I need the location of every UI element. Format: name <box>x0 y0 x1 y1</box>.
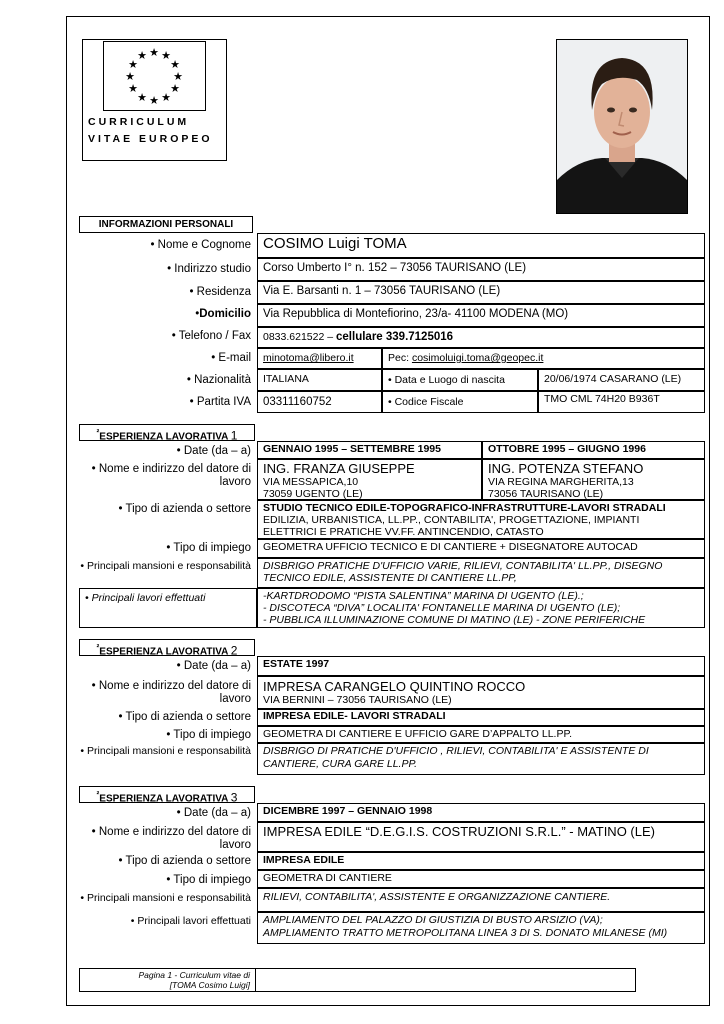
exp2-employer: IMPRESA CARANGELO QUINTINO ROCCO <box>263 679 526 694</box>
iva-value: 03311160752 <box>257 391 382 413</box>
exp1-azienda-cell <box>257 500 705 539</box>
exp3-mansioni-label: • Principali mansioni e responsabilità <box>80 892 251 904</box>
exp1-employer-b: ING. POTENZA STEFANO <box>488 461 644 476</box>
exp3-mansioni: RILIEVI, CONTABILITA', ASSISTENTE E ORGANIZZAZIONE CANTIERE. <box>257 888 705 912</box>
nazionalita-value: ITALIANA <box>257 369 382 391</box>
exp3-lavori-l1: AMPLIAMENTO DEL PALAZZO DI GIUSTIZIA DI BUSTO ARSIZIO (VA); <box>263 914 603 926</box>
footer-line1: Pagina 1 - Curriculum vitae di <box>138 970 250 980</box>
exp1-mansioni-l1: DISBRIGO PRATICHE D'UFFICIO VARIE, RILIEVI, CONTABILITA' LL.PP., DISEGNO <box>263 560 663 572</box>
exp1-title: ESPERIENZA LAVORATIVA <box>99 431 229 443</box>
exp1-employer-a-l2: 73059 UGENTO (LE) <box>263 488 363 500</box>
svg-text:★: ★ <box>137 50 147 62</box>
nascita-value: 20/06/1974 CASARANO (LE) <box>538 369 705 391</box>
exp2-mansioni-l1: DISBRIGO DI PRATICHE D'UFFICIO , RILIEVI, CONTABILITA' E ASSISTENTE DI <box>263 745 649 757</box>
exp1-impiego: GEOMETRA UFFICIO TECNICO E DI CANTIERE + DISEGNATORE AUTOCAD <box>257 539 705 558</box>
exp3-lavori-label: • Principali lavori effettuati <box>130 915 251 927</box>
svg-text:★: ★ <box>125 71 135 83</box>
pec-link[interactable]: cosimoluigi.toma@geopec.it <box>411 352 544 364</box>
cv-title-line1: CURRICULUM <box>88 116 190 128</box>
exp1-mansioni-label: • Principali mansioni e responsabilità <box>80 560 251 572</box>
exp1-datore-label: • Nome e indirizzo del datore di lavoro <box>91 463 251 488</box>
domicilio-bullet: • <box>195 308 200 320</box>
footer-divider <box>255 968 256 992</box>
svg-text:★: ★ <box>170 83 180 95</box>
iva-label: • Partita IVA <box>189 396 251 408</box>
exp3-date-label: • Date (da – a) <box>176 807 251 819</box>
exp1-azienda-l3: ELETTRICI E PRATICHE VV.FF. ANTINCENDIO, CATASTO <box>263 526 544 538</box>
telefono-sep: – <box>324 331 337 343</box>
svg-text:★: ★ <box>137 92 147 104</box>
exp1-lavori-cell <box>257 588 705 628</box>
svg-text:★: ★ <box>149 95 159 107</box>
telefono-label: • Telefono / Fax <box>171 330 251 342</box>
residenza-label: • Residenza <box>189 286 251 298</box>
exp2-employer-cell <box>257 676 705 709</box>
exp1-employer-b-l1: VIA REGINA MARGHERITA,13 <box>488 476 634 488</box>
exp1-employer-a-l1: VIA MESSAPICA,10 <box>263 476 359 488</box>
exp3-datore-label: • Nome e indirizzo del datore di lavoro <box>91 826 251 851</box>
exp1-lavori-l1: -KARTDRODOMO “PISTA SALENTINA” MARINA DI UGENTO (LE).; <box>263 590 584 602</box>
exp2-section-title <box>79 639 255 656</box>
exp2-impiego: GEOMETRA DI CANTIERE E UFFICIO GARE D’APPALTO LL.PP. <box>257 726 705 743</box>
domicilio-label-wrap <box>79 308 255 321</box>
exp1-azienda-label: • Tipo di azienda o settore <box>118 503 251 515</box>
svg-text:★: ★ <box>173 71 183 83</box>
studio-label: • Indirizzo studio <box>167 263 251 275</box>
exp2-date-label: • Date (da – a) <box>176 660 251 672</box>
exp2-azienda-label: • Tipo di azienda o settore <box>118 711 251 723</box>
exp2-title: ESPERIENZA LAVORATIVA <box>99 646 229 658</box>
exp2-mansioni-l2: CANTIERE, CURA GARE LL.PP. <box>263 758 418 770</box>
exp1-date-a: GENNAIO 1995 – SETTEMBRE 1995 <box>257 441 482 459</box>
svg-text:★: ★ <box>161 50 171 62</box>
exp3-impiego: GEOMETRA DI CANTIERE <box>257 870 705 888</box>
email-cell <box>257 348 382 369</box>
svg-text:★: ★ <box>170 59 180 71</box>
exp1-num: 1 <box>230 428 238 443</box>
domicilio-label: Domicilio <box>199 308 251 320</box>
email-label: • E-mail <box>211 352 251 364</box>
exp3-title: ESPERIENZA LAVORATIVA <box>99 793 229 805</box>
exp3-azienda: IMPRESA EDILE <box>257 852 705 870</box>
telefono-value-cell <box>257 327 705 348</box>
exp2-azienda: IMPRESA EDILE- LAVORI STRADALI <box>257 709 705 726</box>
exp1-impiego-label: • Tipo di impiego <box>166 542 251 554</box>
exp2-mansioni-label: • Principali mansioni e responsabilità <box>80 745 251 757</box>
cellulare-value: cellulare 339.7125016 <box>336 331 454 343</box>
personal-section-title <box>79 216 253 233</box>
exp1-lavori-label: • Principali lavori effettuati <box>79 588 257 628</box>
exp3-impiego-label: • Tipo di impiego <box>166 874 251 886</box>
email-link[interactable]: minotoma@libero.it <box>263 352 354 364</box>
svg-text:★: ★ <box>128 59 138 71</box>
exp1-sup: ² <box>96 427 100 437</box>
name-value: COSIMO Luigi TOMA <box>263 235 407 252</box>
personal-section-title-text: INFORMAZIONI PERSONALI <box>98 219 234 230</box>
exp2-num: 2 <box>230 643 238 658</box>
cf-label: • Codice Fiscale <box>382 391 538 413</box>
exp2-employer-l1: VIA BERNINI – 73056 TAURISANO (LE) <box>263 694 452 706</box>
exp1-mansioni-l2: TECNICO EDILE, ASSISTENTE DI CANTIERE LL.PP, <box>263 572 517 584</box>
exp3-lavori-cell <box>257 912 705 944</box>
cf-value: TMO CML 74H20 B936T <box>538 391 705 413</box>
studio-value: Corso Umberto I° n. 152 – 73056 TAURISANO (LE) <box>257 258 705 281</box>
footer-text <box>79 970 255 990</box>
profile-photo <box>556 39 688 214</box>
exp1-date-label: • Date (da – a) <box>176 445 251 457</box>
exp1-mansioni-cell <box>257 558 705 588</box>
exp1-employer-a: ING. FRANZA GIUSEPPE <box>263 461 415 476</box>
exp2-datore-label: • Nome e indirizzo del datore di lavoro <box>91 680 251 705</box>
exp1-azienda-l2: EDILIZIA, URBANISTICA, LL.PP., CONTABILITA', PROGETTAZIONE, IMPIANTI <box>263 514 640 526</box>
nazionalita-label: • Nazionalità <box>186 374 251 386</box>
exp1-lavori-l2: - DISCOTECA “DIVA” LOCALITA' FONTANELLE MARINA DI UGENTO (LE); <box>263 602 621 614</box>
exp1-employer-b-l2: 73056 TAURISANO (LE) <box>488 488 604 500</box>
domicilio-value: Via Repubblica di Montefiorino, 23/a- 41100 MODENA (MO) <box>257 304 705 327</box>
telefono-value: 0833.621522 <box>263 331 325 343</box>
exp3-lavori-l2: AMPLIAMENTO TRATTO METROPOLITANA LINEA 3 DI S. DONATO MILANESE (MI) <box>263 927 668 939</box>
exp2-mansioni-cell <box>257 743 705 775</box>
exp2-date: ESTATE 1997 <box>257 656 705 676</box>
exp3-num: 3 <box>230 790 238 805</box>
exp1-employer-b-cell <box>482 459 705 500</box>
exp2-impiego-label: • Tipo di impiego <box>166 729 251 741</box>
exp1-date-b: OTTOBRE 1995 – GIUGNO 1996 <box>482 441 705 459</box>
exp3-sup: ² <box>96 789 100 799</box>
exp1-employer-a-cell <box>257 459 482 500</box>
exp3-employer-cell <box>257 822 705 852</box>
name-value-cell <box>257 233 705 258</box>
pec-label: Pec: <box>388 352 412 364</box>
svg-text:★: ★ <box>128 83 138 95</box>
exp3-date: DICEMBRE 1997 – GENNAIO 1998 <box>257 803 705 822</box>
cv-title-line2: VITAE EUROPEO <box>88 133 213 145</box>
name-label: • Nome e Cognome <box>150 239 251 251</box>
nascita-label: • Data e Luogo di nascita <box>382 369 538 391</box>
svg-text:★: ★ <box>149 47 159 59</box>
pec-cell <box>382 348 705 369</box>
exp2-sup: ² <box>96 642 100 652</box>
eu-flag-icon <box>103 41 206 111</box>
footer-line2: [TOMA Cosimo Luigi] <box>169 980 250 990</box>
cv-title <box>88 114 213 148</box>
svg-text:★: ★ <box>161 92 171 104</box>
exp1-lavori-l3: - PUBBLICA ILLUMINAZIONE COMUNE DI MATINO (LE) - ZONE PERIFERICHE <box>263 614 646 626</box>
exp3-section-title <box>79 786 255 803</box>
residenza-value: Via E. Barsanti n. 1 – 73056 TAURISANO (LE) <box>257 281 705 304</box>
exp1-section-title <box>79 424 255 441</box>
exp1-azienda-l1: STUDIO TECNICO EDILE-TOPOGRAFICO-INFRASTRUTTURE-LAVORI STRADALI <box>263 502 666 514</box>
exp3-employer: IMPRESA EDILE “D.E.G.I.S. COSTRUZIONI S.R.L.” - MATINO (LE) <box>263 824 655 839</box>
exp3-azienda-label: • Tipo di azienda o settore <box>118 855 251 867</box>
